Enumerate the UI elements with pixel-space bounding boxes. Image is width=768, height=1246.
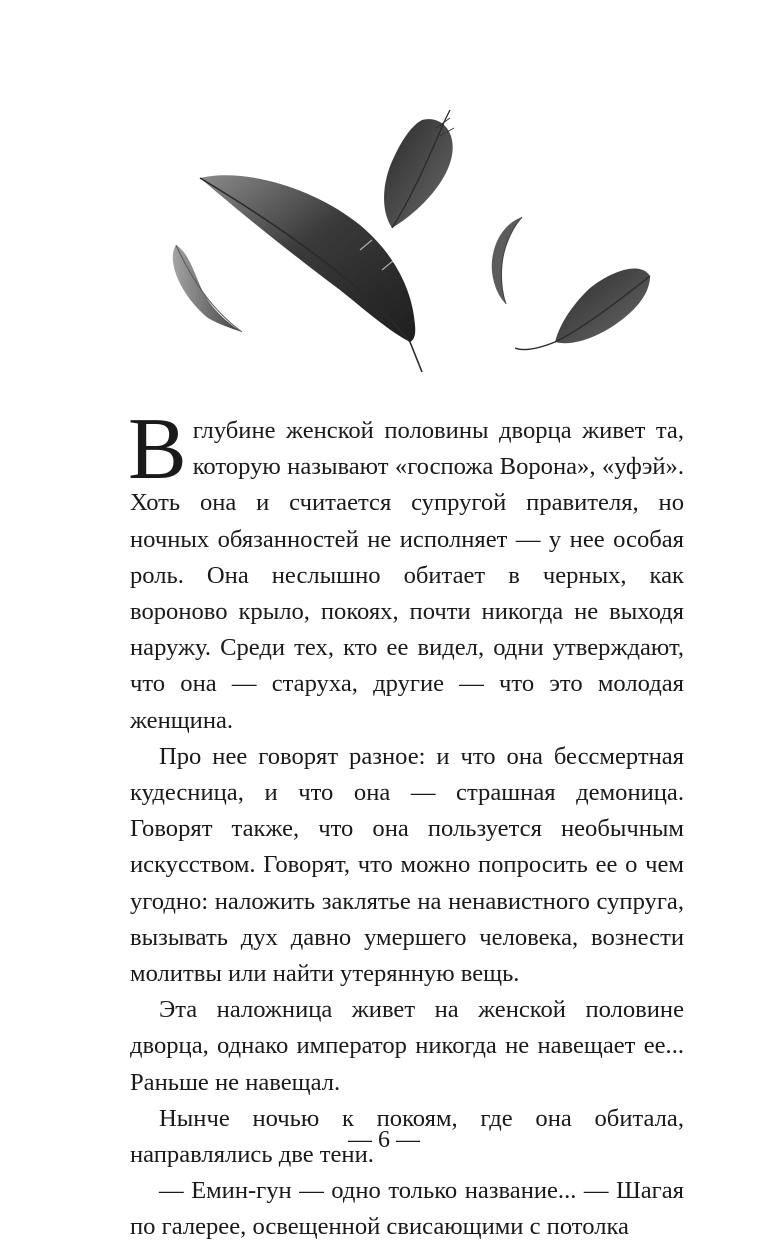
- paragraph: Нынче ночью к покоям, где она обитала, направлялись две тени.: [130, 1104, 684, 1169]
- body-text: [128, 401, 684, 1246]
- paragraph: [128, 401, 684, 739]
- feather-right-icon: [515, 268, 650, 349]
- paragraph: Про нее говорят разное: и что она бессмертная кудесница, и что она — страшная демоница. Говорят также, что она пользуется необычным искусством. Говорят, что можно попросить ее о чем угодно: наложить заклятье на ненавистного супруга, вызывать дух давно умершего человека, вознести молитвы или найти утерянную вещь.: [130, 742, 684, 988]
- paragraph: Эта наложница живет на женской половине дворца, однако император никогда не навещает ее... Раньше не навещал.: [130, 996, 684, 1096]
- paragraph: — Емин-гун — одно только название... — Шагая по галерее, освещенной свисающими с потолка: [130, 1177, 684, 1241]
- drop-cap: В: [128, 401, 187, 498]
- page-number: — 6 —: [348, 1127, 420, 1153]
- paragraph-text: глубине женской половины дворца живет та, которую называют «госпожа Ворона», «уфэй». Хоть она и считается супругой правителя, но ночных обязанностей не исполняет — у нее особая роль. Она неслышно обитает в черных, как вороново крыло, покоях, почти никогда не выходя наружу. Среди тех, кто ее видел, одни утверждают, что она — старуха, другие — что это молодая женщина.: [130, 417, 684, 734]
- feather-top-icon: [384, 110, 454, 228]
- feather-small-right-icon: [492, 217, 522, 304]
- feathers-illustration: [160, 110, 660, 385]
- feather-small-left-icon: [173, 245, 242, 332]
